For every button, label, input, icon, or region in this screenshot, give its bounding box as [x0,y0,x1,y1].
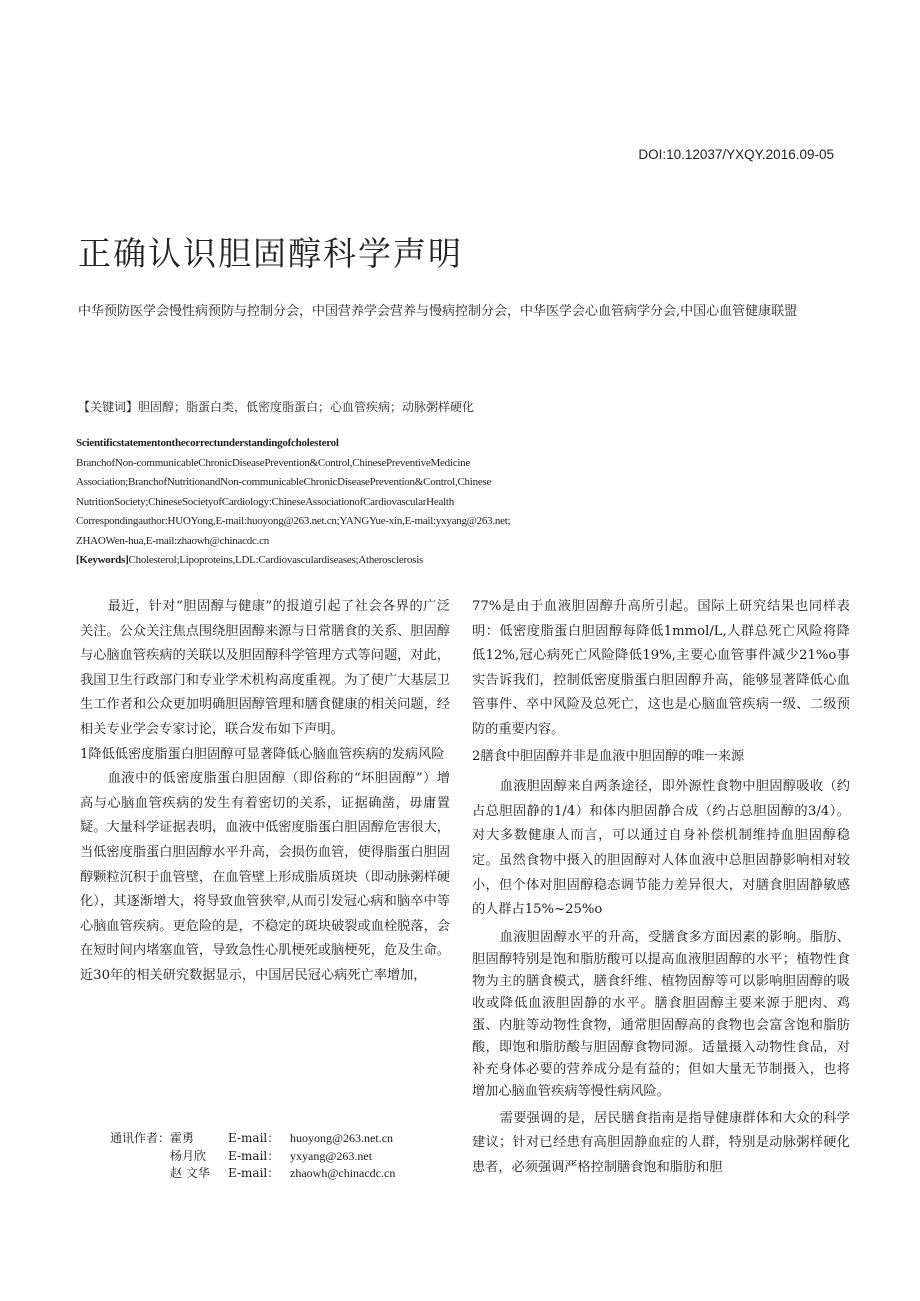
left-column [80,595,450,989]
email-address: huoyong@263.net.cn [290,1131,394,1145]
section-heading-1: 1降低低密度脂蛋白胆固醇可显著降低心脑血管疾病的发病风险 [80,746,445,762]
footnote-label: 通讯作者： [110,1131,171,1145]
english-corresponding-line: ZHAOWen-hua,E-mail:zhaowh@chinacdc.cn [76,534,270,547]
email-key: E-mail： [228,1148,280,1163]
author-affiliations: 中华预防医学会慢性病预防与控制分会，中国营养学会营养与慢病控制分会，中华医学会心血管病学分会,中国心血管健康联盟 [78,304,798,319]
english-corresponding-line: Correspondingauthor:HUOYong,E-mail:huoyong@263.net.cn;YANGYue-xin,E-mail:yxyang@263.net; [76,515,511,527]
doi-label: DOI:10.12037/YXQY.2016.09-05 [638,147,834,162]
author-name: 霍勇 [170,1131,195,1145]
english-keywords [76,551,856,571]
english-abstract-block [76,434,856,571]
section-heading-2: 2膳食中胆固醇并非是血液中胆固醇的唯一来源 [472,748,745,764]
email-address: yxyang@263.net [290,1148,373,1163]
right-column [472,595,850,1181]
body-paragraph: 血液胆固醇来自两条途径，即外源性食物中胆固醇吸收（约占总胆固静的1/4）和体内胆固静合成（约占总胆固醇的3/4）。对大多数健康人而言，可以通过自身补偿机制维持血胆固醇稳定。虽然食物中摄入的胆固醇对人体血液中总胆固静影响相对较小，但个体对胆固醇稳态调节能力差异很大，对膳食胆固静敏感的人群占15%~25%o [472,779,850,918]
body-paragraph: 血液胆固醇水平的升高，受膳食多方面因素的影响。脂肪、胆固醇特别是饱和脂肪酸可以提高血液胆固醇的水平；植物性食物为主的膳食模式，膳食纤维、植物固醇等可以影响胆固醇的吸收或降低血液胆固静的水平。膳食胆固醇主要来源于肥肉、鸡蛋、内脏等动物性食物，通常胆固醇高的食物也会富含饱和脂肪酸，即饱和脂肪酸与胆固醇食物同源。适量摄入动物性食品，对补充身体必要的营养成分是有益的；但如大量无节制摄入，也将增加心脑血管疾病等慢性病风险。 [472,929,850,1099]
english-affiliation-line: BranchofNon-communicableChronicDiseasePrevention&Control,ChinesePreventiveMedicine [76,456,471,469]
english-keywords-text: Cholesterol;Lipoproteins,LDL:Cardiovasculardiseases;Atherosclerosis [128,554,424,566]
email-key: E-mail： [228,1131,280,1145]
author-name: 杨月欣 [170,1148,207,1163]
english-affiliation-line: NutritionSociety;ChineseSocietyofCardiology:ChineseAssociationofCardiovascularHealth [76,495,454,508]
footnote-row [110,1130,395,1148]
email-key: E-mail： [228,1166,280,1180]
english-title: Scientificstatementonthecorrectunderstandingofcholesterol [76,437,339,449]
english-keywords-label: [Keywords] [76,554,129,566]
email-address: zhaowh@chinacdc.cn [290,1166,396,1180]
footnote-row [110,1148,395,1166]
english-affiliation-line: Association;BranchofNutritionandNon-communicableChronicDiseasePrevention&Control,Chinese [76,476,492,488]
intro-paragraph: 最近，针对“胆固醇与健康”的报道引起了社会各界的广泛关注。公众关注焦点围绕胆固醇来源与日常膳食的关系、胆固醇与心脑血管疾病的关联以及胆固醇科学管理方式等问题，对此，我国卫生行政部门和专业学术机构高度重视。为了使广大基层卫生工作者和公众更加明确胆固醇管理和膳食健康的相关问题，经相关专业学会专家讨论，联合发布如下声明。 [80,599,450,737]
body-paragraph: 需要强调的是，居民膳食指南是指导健康群体和大众的科学建议；针对已经患有高胆固静血症的人群，特别是动脉粥样硬化患者，必须强调严格控制膳食饱和脂肪和胆 [472,1110,850,1175]
author-name: 赵 文华 [170,1166,210,1180]
footnote-row [110,1165,395,1183]
page-title: 正确认识胆固醇科学声明 [78,234,463,273]
body-paragraph: 77%是由于血液胆固醇升高所引起。国际上研究结果也同样表明：低密度脂蛋白胆固醇每降低1mmol/L,人群总死亡风险将降低12%,冠心病死亡风险降低19%,主要心血管事件减少21%o事实告诉我们，控制低密度脂蛋白胆固醇升高，能够显著降低心血管事件、卒中风险及总死亡，这也是心脑血管疾病一级、二级预防的重要内容。 [472,599,850,737]
keywords-cn: 【关键词】胆固醇；脂蛋白类，低密度脂蛋白；心血管疾病；动脉粥样硬化 [78,400,475,414]
corresponding-author-footnote [110,1130,395,1183]
body-paragraph: 血液中的低密度脂蛋白胆固醇（即俗称的“坏胆固醇”）增高与心脑血管疾病的发生有着密切的关系，证据确凿，毋庸置疑。大量科学证据表明，血液中低密度脂蛋白胆固醇危害很大，当低密度脂蛋白胆固醇水平升高，会损伤血管，使得脂蛋白胆固醇颗粒沉积于血管壁，在血管壁上形成脂质斑块（即动脉粥样硬化），其逐渐增大，将导致血管狭窄,从而引发冠心病和脑卒中等心脑血管疾病。更危险的是，不稳定的斑块破裂或血栓脱落，会在短时间内堵塞血管，导致急性心肌梗死或脑梗死，危及生命。近30年的相关研究数据显示，中国居民冠心病死亡率增加， [80,771,450,983]
